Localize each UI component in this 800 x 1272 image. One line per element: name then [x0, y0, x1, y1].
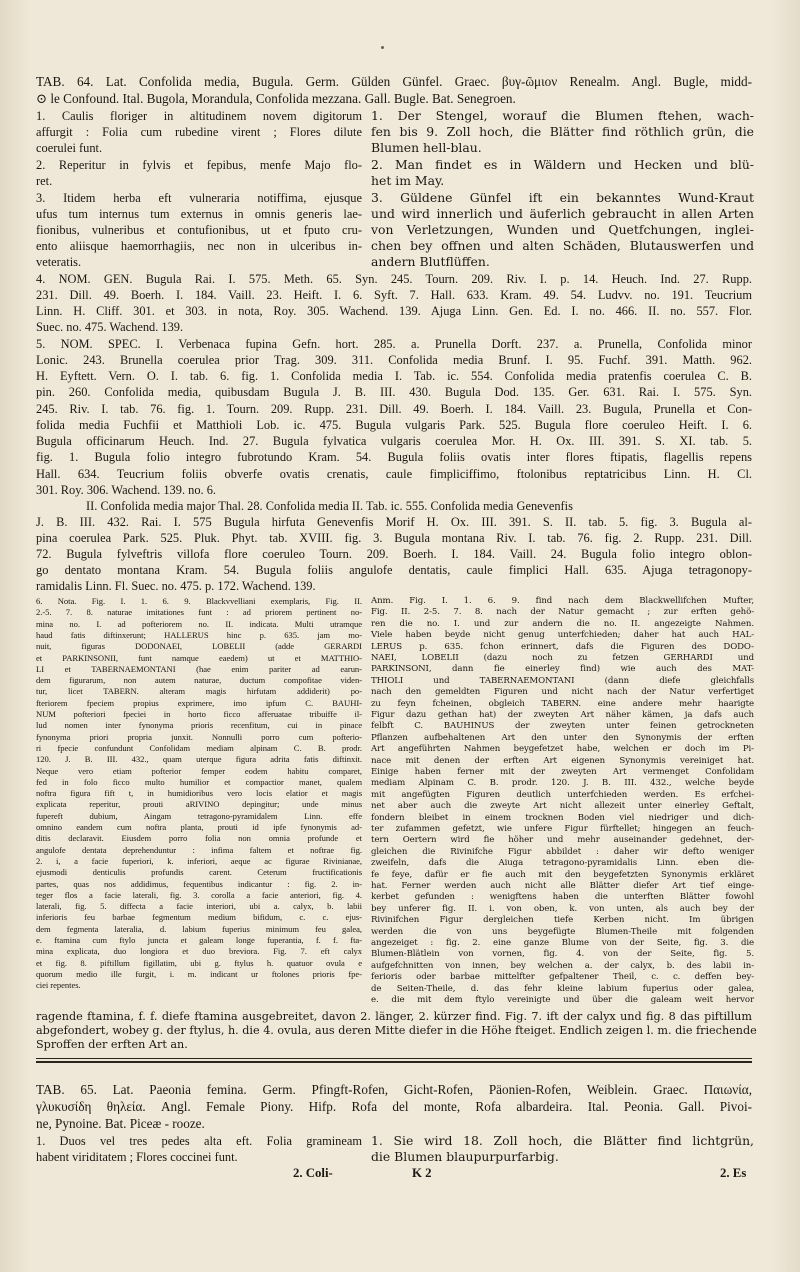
note-latin-line: mina explicata, duo longiora et duo breviora. Fig. 7. eft calyx: [36, 946, 362, 957]
catchword-right: 2. Es: [720, 1166, 747, 1180]
note-german-line: fe feye, dafür er fie auch mit den beygefetzten Synonymis erkläret: [371, 869, 754, 880]
section-divider: [36, 1058, 752, 1059]
note-latin-line: mina no. I. ad pofteriorem no. II. indicata. Multi utramque: [36, 618, 362, 629]
nomenclature-line: Lonic. 243. Brunella coerulea prior Trag. 309. 311. Confolida media Brunf. I. 95. Fuchf. 391. Matth. 962.: [36, 353, 752, 367]
closing-line: ragende ftamina, f. f. diefe ftamina ausgebreitet, davon 2. länger, 2. kürzer find. Fig. 7. ift der calyx und fig. 8 das piftillum: [36, 1010, 752, 1023]
nomenclature-line: Suec. no. 475. Wachend. 139.: [36, 320, 184, 334]
note-german-line: THIOLI und TABERNAEMONTANI (dann diefe gleichfalls: [371, 675, 754, 686]
tab65-german-line: 1. Sie wird 18. Zoll hoch, die Blätter find lichtgrün,: [371, 1133, 754, 1148]
note-latin-line: partes, quas nos addidimus, fequentibus indicantur : fig. 2. in-: [36, 878, 362, 889]
note-german-line: kerbet gefunden : wenigftens haben die unterften Blätter fowohl: [371, 892, 754, 903]
note-latin-line: fupereft dubium, Aingam tetragono-pyramidalem Linn. effe: [36, 810, 362, 821]
latin-item-line: fionibus, vulneribus et contufionibus, ut et fputo cru-: [36, 223, 362, 237]
nomenclature-line: folida media Fuchfii et Matthioli Lob. ic. 475. Bugula vulgaris Park. 525. Bugula flore coeruleo Heift. I. 6.: [36, 418, 752, 432]
closing-line: abgefondert, wobey g. der ftylus, h. die 4. ovula, aus deren Mitte diefer in die Höhe fteiget. Endlich zeigen l. m. die friechende: [36, 1024, 757, 1037]
note-german-line: net aber auch die zweyte Art nicht allezeit unter einerley Geftalt,: [371, 801, 754, 812]
note-latin-line: teger flos a facie laterali, fig. 3. corolla a facie anteriori, fig. 4.: [36, 889, 362, 900]
note-german-line: ren die no. I. und zur andern die no. II. angezeigte Nahmen.: [371, 618, 754, 629]
note-german-line: Einige haben ferner mit der zweyten Art vermenget Confolidam: [371, 767, 754, 777]
note-latin-line: LI et TABERNAEMONTANI (hae enim pariter ad earun-: [36, 663, 362, 674]
note-german-line: LERUS p. 635. fchon erinnert, dafs die Figuren des DODO-: [371, 641, 754, 652]
note-latin-line: noftra figura fift t, in humidioribus vero locis elatior et magis: [36, 788, 362, 799]
german-item-line: andern Blutflüffen.: [371, 254, 490, 269]
note-german-line: zweifeln, dafs die Aiuga tetragono-pyramidalis Linn. eben die-: [371, 858, 754, 869]
section-divider: [36, 1061, 752, 1063]
nomenclature-line: 231. Dill. 49. Boerh. I. 184. Vaill. 23. Heift. I. 6. Syft. 7. Hall. 633. Kram. 49. 54. Ludvv. no. 191. Teucrium: [36, 288, 752, 302]
nomenclature-line: Linn. H. Cliff. 301. et 303. in nota, Roy. 305. Wachend. 139. Ajuga Linn. Gen. Ed. I. no. 466. II. no. 557. Flor.: [36, 304, 752, 318]
tab65-german-line: die Blumen blaupurpurfarbig.: [371, 1149, 559, 1164]
note-german-line: Art angeführten Nahmen beygefetzet habe, welchen er doch im Pi-: [371, 744, 754, 755]
german-item-line: fen bis 9. Zoll hoch, die Blätter find röthlich grün, die: [371, 124, 754, 139]
note-latin-line: dem fegmenta lateralia, d. labium fuperius minimum feu galea,: [36, 923, 362, 934]
note-latin-line: ditis declaravit. Eiusdem porro folia non omnia profunde et: [36, 833, 362, 844]
latin-item-line: veteratis.: [36, 255, 82, 269]
note-latin-line: ri fpecie confundunt Confolidam mediam alpinam C. B. prodr.: [36, 742, 362, 753]
note-german-line: tern Oertern wird fie höher und mehr auseinander gedehnet, der-: [371, 835, 754, 846]
german-item-line: 1. Der Stengel, worauf die Blumen ftehen, wach-: [371, 108, 754, 123]
note-latin-line: dem figurarum, non autem naturae, ductum compofitae viden-: [36, 675, 362, 686]
latin-item-line: ufus tum internus tum externus in omnis generis lae-: [36, 207, 362, 221]
nomenclature-line: J. B. III. 432. Rai. I. 575 Bugula hirfuta Genevenfis Morif H. Ox. III. 391. S. II. tab. 5. fig. 3. Bugula al-: [36, 515, 752, 529]
note-german-line: angezeiget : fig. 2. eine ganze Blume von der Seite, fig. 3. die: [371, 938, 754, 948]
note-latin-line: ejusmodi denticulis profundis carent. Ceterum fructificationis: [36, 867, 362, 878]
tab64-header-line: TAB. 64. Lat. Confolida media, Bugula. Germ. Gülden Günfel. Graec. βυγ-ῶμιον Renealm. Angl. Bugle, midd-: [36, 74, 752, 89]
german-item-line: chen bey offnen und alten Schäden, Blutauswerfen und: [371, 238, 754, 253]
note-german-line: mit angefügten Figuren deutlich unterfchieden werden. Es erfchei-: [371, 789, 754, 800]
note-latin-line: omnino eandem cum noftra planta, prouti id ipfe fynonymis ad-: [36, 822, 362, 832]
note-latin-line: inferioris feu barbae fegmentum medium bifidum, c. c. ejus-: [36, 912, 362, 923]
note-latin-line: 2.-5. 7. 8. naturae imitationes funt : ad priorem pertinent no-: [36, 607, 362, 618]
note-latin-line: fynonyma priori propria junxit. Nonnulli porro cum pofterio-: [36, 731, 362, 742]
latin-item-line: coerulei funt.: [36, 141, 103, 155]
note-latin-line: ciei repentes.: [36, 980, 81, 991]
nomenclature-line: H. Eyftett. Vern. O. I. tab. 6. fig. 1. Confolida media I. Tab. ic. 554. Confolida media pratenfis coerulea C. B.: [36, 369, 752, 383]
note-latin-line: explicata reperitur, prouti aRIVINO depingitur; unde minus: [36, 799, 362, 810]
german-item-line: und wird innerlich und äuferlich gebraucht in allen Arten: [371, 206, 754, 221]
note-german-line: werden die von uns beygefügte Blumen-Theile mit folgenden: [371, 926, 754, 937]
note-latin-line: fteriorem fpeciem propius exprimere, imo ipfum C. BAUHI-: [36, 697, 362, 708]
note-latin-line: haud fatis diftinxerunt; HALLERUS hinc p. 635. jam mo-: [36, 629, 362, 640]
note-latin-line: et fig. 8. piftillum figillatim, ubi g. ftylus h. quatuor ovula e: [36, 957, 362, 968]
note-german-line: Blumen-Blätlein von vornen, fig. 4. von der Seite, fig. 5.: [371, 949, 754, 960]
tab65-latin-line: habent viriditatem ; Flores coccinei funt.: [36, 1150, 238, 1164]
note-german-line: Pflanzen aufbehaltenen Art den unter den Synonymis der erften: [371, 732, 754, 743]
note-german-line: gleichen die Rivinifche Figur abbildet : daher wir defto weniger: [371, 846, 754, 857]
note-latin-line: et PARKINSONII, funt namque eaedem) ut et MATTHIO-: [36, 652, 362, 663]
note-latin-line: angulofe dentata deprehenduntur : infima faltem et noftrae fig.: [36, 844, 362, 855]
german-item-line: het im May.: [371, 173, 445, 188]
note-latin-line: 6. Nota. Fig. I. 1. 6. 9. Blackvvelliani exemplaris, Fig. II.: [36, 596, 362, 606]
nomenclature-line: II. Confolida media major Thal. 28. Confolida media II. Tab. ic. 555. Confolida media Genevenfis: [86, 499, 573, 513]
nomenclature-line: 301. Roy. 306. Wachend. 139. no. 6.: [36, 483, 217, 497]
tab65-latin-line: 1. Duos vel tres pedes alta eft. Folia gramineam: [36, 1134, 362, 1148]
german-item-line: 3. Güldene Günfel ift ein bekanntes Wund-Kraut: [371, 190, 754, 205]
note-latin-line: tur, licet TABERN. alteram magis hirfutam addiderit) po-: [36, 686, 362, 697]
note-german-line: de Seiten-Theile, d. das fehr kleine labium fuperius oder galea,: [371, 983, 754, 994]
note-german-line: nach den gemeldten Figuren und nicht nach der Natur verfertiget: [371, 687, 754, 698]
note-latin-line: Neque vero etiam pofterior femper eodem habitu comparet,: [36, 765, 362, 776]
note-german-line: felbft C. BAUHINUS der zweyten unter feinen getrockneten: [371, 721, 754, 732]
nomenclature-line: Hall. 634. Teucrium foliis obverfe ovatis crenatis, caule fimpliciffimo, ftolonibus reptatricibus Linn. H. Cl.: [36, 467, 752, 481]
nomenclature-line: pin. 260. Confolida media, quibusdam Bugula J. B. III. 430. Bugula Dod. 135. Ger. 631. Rai. I. 575. Syn.: [36, 385, 752, 399]
catchword-left: 2. Coli-: [293, 1166, 333, 1180]
nomenclature-line: 4. NOM. GEN. Bugula Rai. I. 575. Meth. 65. Syn. 245. Tourn. 209. Riv. I. p. 14. Heuch. Ind. 27. Rupp.: [36, 272, 752, 286]
note-german-line: mediam Alpinam C. B. prodr. 120. J. B. III. 432., welche beyde: [371, 778, 754, 789]
note-german-line: ferioris oder barbae mittelfter gefpaltener Theil, c. c. deffen bey-: [371, 972, 754, 983]
note-german-line: Rivinifchen Figur dergleichen tiefe Kerben nicht. Im übrigen: [371, 915, 754, 926]
nomenclature-line: 72. Bugula fylveftris villofa flore coeruleo Tourn. 209. Boerh. I. 184. Vaill. 24. Bugula folio integro oblon-: [36, 547, 752, 561]
note-german-line: bey unferer fig. II. i. von oben, k. von unten, als auch bey der: [371, 903, 754, 914]
note-german-line: Viele haben beyde nicht genug unterfchieden; daher hat auch HAL-: [371, 630, 754, 641]
tab65-header-line: TAB. 65. Lat. Paeonia femina. Germ. Pfingft-Rofen, Gicht-Rofen, Päonien-Rofen, Weiblein. Graec. Παιωνία,: [36, 1082, 752, 1097]
note-latin-line: 2. i, a facie fuperiori, k. inferiori, aeque ac figurae Rivinianae,: [36, 855, 362, 866]
note-german-line: fondern bleibet in einem trocknen Boden viel niedriger und dich-: [371, 812, 754, 823]
nomenclature-line: ramidalis Linn. Fl. Suec. no. 475. p. 172. Wachend. 139.: [36, 579, 316, 593]
note-latin-line: laterali, fig. 5. diffecta a facie interiori, ubi a. calyx, b. labii: [36, 901, 362, 912]
note-german-line: Anm. Fig. I. 1. 6. 9. find nach dem Blackwellifchen Mufter,: [371, 596, 754, 606]
note-latin-line: e. ftamina cum ftylo juncta et galeam longe fuperantia, f. f. fta-: [36, 935, 362, 945]
german-item-line: 2. Man findet es in Wäldern und Hecken und blü-: [371, 157, 754, 172]
note-german-line: ter zufammen gefetzt, wie unfere Figur fürftellet; hingegen an feuch-: [371, 824, 754, 834]
note-latin-line: quorum medio ille furgit, i. m. indicant ur ftolones prioris fpe-: [36, 968, 362, 979]
note-german-line: zu feyn fcheinen, obgleich TABERN. eine andere mehr haarigte: [371, 698, 754, 709]
latin-item-line: ento aliisque haemorrhagiis, nec non in ulceribus in-: [36, 239, 362, 253]
tab65-header-line: γλυκυσίδη θηλεία. Angl. Female Piony. Hifp. Rofa del monte, Rofa albardeira. Ital. Peonia. Gall. Pivoi-: [36, 1099, 752, 1114]
latin-item-line: 3. Itidem herba eft vulneraria notiffima, ejusque: [36, 191, 362, 205]
note-german-line: aufgefchnitten von innen, bey welchen a. der calyx, b. des labii in-: [371, 960, 754, 971]
tab65-header-line: ne, Pynoine. Bat. Piceæ - rooze.: [36, 1116, 205, 1131]
note-german-line: nace mit denen der erften Art eigenen Synonymis vereiniget hat.: [371, 755, 754, 766]
note-german-line: PARKINSONI, dann fie einerley find) wie auch des MAT-: [371, 664, 754, 675]
nomenclature-line: 245. Riv. I. tab. 76. fig. 1. Tourn. 209. Rupp. 231. Dill. 49. Boerh. I. 184. Vaill. 23. Bugula, Prunella et Con-: [36, 402, 752, 416]
note-german-line: Figur dazu gethan hat) der zweyten Art näher kämen, ja dafs auch: [371, 710, 754, 720]
signature-mark: K 2: [412, 1166, 432, 1180]
nomenclature-line: Bugula officinarum Heuch. Ind. 27. Bugula fylvatica vulgaris coerulea Mor. H. Ox. III. 391. S. XI. tab. 5.: [36, 434, 752, 448]
note-german-line: hat. Ferner werden auch nicht alle Blätter diefer Art tief einge-: [371, 881, 754, 891]
nomenclature-line: go dentato montana Kram. 54. Bugula foliis angulofe dentatis, caule fimplici Hall. 635. Ajuga tetragonopy-: [36, 563, 752, 577]
note-latin-line: lud nomen inter fynonyma prioris recenfitum, cui in pinace: [36, 720, 362, 731]
latin-item-line: ret.: [36, 174, 53, 188]
nomenclature-line: pina coerulea Park. 525. Pluk. Phyt. tab. XVIII. fig. 3. Bugula montana Riv. I. tab. 76. fig. 2. Rupp. 231. Dill.: [36, 531, 752, 545]
nomenclature-line: 5. NOM. SPEC. I. Verbenaca fupina Gefn. hort. 285. a. Prunella Dorft. 237. a. Prunella, Confolida minor: [36, 337, 752, 351]
nomenclature-line: fig. 1. Bugula folio integro fubrotundo Kram. 54. Bugula foliis ovatis inter flores ftipatis, flagellis repens: [36, 450, 752, 464]
latin-item-line: affurgit : Folia cum rubedine virent ; Flores dilute: [36, 125, 362, 139]
note-german-line: e. die mit dem ftylo vereinigte und über die galeam weit hervor: [371, 995, 754, 1005]
note-latin-line: nuit, figuras DODONAEI, LOBELII (adde GERARDI: [36, 641, 362, 652]
ink-speck: [381, 46, 384, 49]
german-item-line: Blumen hell-blau.: [371, 140, 482, 155]
note-german-line: NAEI, LOBELII (dazu noch zu fetzen GERHARDI und: [371, 653, 754, 663]
note-latin-line: fed in folo ficco multo humilior et compactior manet, qualem: [36, 776, 362, 787]
german-item-line: von Verletzungen, Wunden und Quetfchungen, inglei-: [371, 222, 754, 237]
latin-item-line: 2. Reperitur in fylvis et fepibus, menfe Majo flo-: [36, 158, 362, 172]
latin-item-line: 1. Caulis floriger in altitudinem novem digitorum: [36, 109, 362, 123]
tab64-header-line: ⊙ le Confound. Ital. Bugola, Morandula, Confolida mezzana. Gall. Bugle. Bat. Senegroen.: [36, 91, 516, 106]
note-latin-line: NUM pofteriori fpeciei in horto ficco afferuatae tribuiffe il-: [36, 709, 362, 719]
closing-line: Sproffen der erften Art an.: [36, 1038, 188, 1051]
note-latin-line: 120. J. B. III. 432., quam uterque figura adrita fatis diftinxit.: [36, 754, 362, 765]
note-german-line: Fig. II. 2-5. 7. 8. nach der Natur gemacht ; zur erften gehö-: [371, 607, 754, 618]
